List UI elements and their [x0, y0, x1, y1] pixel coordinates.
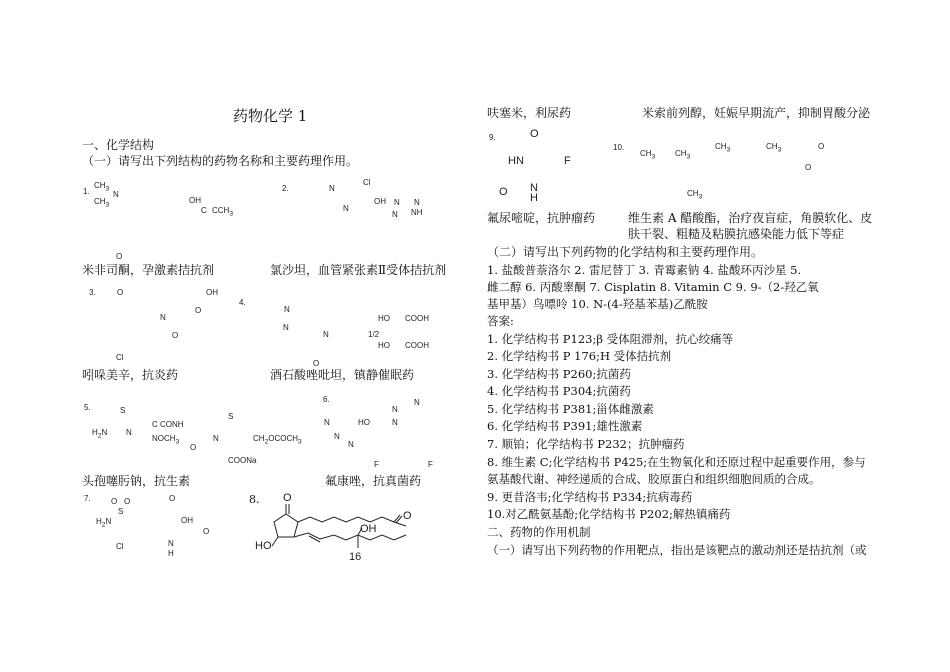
chem-label: N — [284, 305, 290, 314]
chem-label: O — [403, 510, 412, 522]
chem-label: $CH_3$ — [94, 181, 110, 193]
chem-label: $CH_3$ — [94, 197, 110, 209]
structure-number-1: 1. — [83, 187, 90, 196]
caption-8: 米索前列醇，妊娠早期流产，抑制胃酸分泌 — [642, 106, 871, 120]
answer-line: 4. 化学结构书 P304;抗菌药 — [487, 384, 631, 398]
chem-label: N — [414, 398, 420, 407]
chem-label: N — [530, 182, 538, 194]
chem-label: F — [374, 460, 379, 469]
subsection-heading-3: （一）请写出下列药物的作用靶点，指出是该靶点的激动剂还是拮抗剂（或 — [487, 543, 867, 557]
chem-label: COONa — [228, 456, 257, 465]
chem-label: O — [818, 142, 825, 151]
chem-label: N — [168, 539, 174, 548]
answer-line: 8. 维生素 C;化学结构书 P425;在生物氧化和还原过程中起重要作用，参与 — [487, 455, 866, 469]
chem-label: $H_2N$ — [92, 428, 108, 440]
chem-label: N — [283, 323, 289, 332]
chem-label: OH — [189, 196, 201, 205]
chem-label: COOH — [405, 341, 429, 350]
structure-number-5: 5. — [84, 403, 91, 412]
chem-label: O — [172, 331, 179, 340]
chem-label: N — [392, 405, 398, 414]
chem-label: $H_2N$ — [96, 517, 112, 529]
chem-label: 1/2 — [368, 330, 380, 339]
chem-label: HO — [378, 314, 390, 323]
chem-label: H — [168, 549, 174, 558]
chem-label: O — [124, 497, 131, 506]
chem-label: N — [343, 204, 349, 213]
answer-line: 10.对乙酰氨基酚;化学结构书 P202;解热镇痛药 — [487, 507, 731, 521]
chem-label: N — [160, 313, 166, 322]
chem-label: Cl — [116, 353, 124, 362]
chem-label: O — [169, 494, 176, 503]
chem-label: HO — [378, 341, 390, 350]
drug-list-line-3: 基甲基）鸟嘌呤 10. N-(4-羟基苯基)乙酰胺 — [487, 297, 708, 311]
caption-1: 米非司酮，孕激素拮抗剂 — [82, 263, 215, 277]
chem-label: N — [113, 190, 119, 199]
caption-9: 氟尿嘧啶，抗肿瘤药 — [487, 211, 596, 225]
caption-3: 吲哚美辛，抗炎药 — [82, 368, 179, 382]
caption-10-line1: 维生素 A 醋酸酯，治疗夜盲症，角膜软化、皮 — [628, 211, 873, 225]
chem-label: $CCH_3$ — [212, 206, 234, 218]
answer-line: 1. 化学结构书 P123;β 受体阻滞剂，抗心绞痛等 — [487, 332, 734, 346]
caption-4: 酒石酸唑吡坦，镇静催眠药 — [270, 368, 415, 382]
chem-label: N — [334, 432, 340, 441]
chem-label: S — [118, 507, 124, 516]
chem-label: O — [283, 492, 292, 504]
caption-2: 氯沙坦，血管紧张素Ⅱ受体拮抗剂 — [270, 263, 447, 277]
subsection-heading-1: （一）请写出下列结构的药物名称和主要药理作用。 — [82, 154, 359, 168]
chem-label: N — [348, 440, 354, 449]
structure-number-6: 6. — [323, 395, 330, 404]
chem-label: $CH_3$ — [766, 142, 782, 154]
chem-label: OH — [360, 523, 377, 535]
chem-label: H — [530, 192, 538, 204]
chem-label: OH — [206, 288, 218, 297]
answer-line: 氨基酸代谢、神经递质的合成、胶原蛋白和组织细胞间质的合成。 — [487, 472, 821, 486]
chem-label: C — [201, 206, 207, 215]
chem-label: N — [392, 210, 398, 219]
page-title: 药物化学 1 — [233, 107, 308, 125]
chem-label: O — [117, 288, 124, 297]
chem-label: HN — [508, 155, 524, 167]
chem-label: F — [564, 155, 571, 167]
chem-label: NH — [411, 208, 423, 217]
chem-label: N — [394, 198, 400, 207]
chem-label: O — [313, 359, 320, 368]
chem-label: N — [323, 330, 329, 339]
chem-label: O — [203, 527, 210, 536]
chem-label: $CH_3$ — [675, 149, 691, 161]
chem-label: $CH_3$ — [715, 142, 731, 154]
chem-label: S — [228, 412, 234, 421]
chem-label: Cl — [116, 542, 124, 551]
chem-label: C CONH — [152, 420, 184, 429]
answer-line: 2. 化学结构书 P 176;H 受体拮抗剂 — [487, 349, 672, 363]
section-heading-1: 一、化学结构 — [82, 138, 155, 152]
chem-label: Cl — [363, 178, 371, 187]
structure-number-2: 2. — [282, 184, 289, 193]
chem-label: $NOCH_3$ — [152, 434, 180, 446]
answer-line: 9. 更昔洛韦;化学结构书 P334;抗病毒药 — [487, 490, 693, 504]
chem-label: $CH_3$ — [687, 189, 703, 201]
chem-label: F — [428, 460, 433, 469]
section-heading-2: 二、药物的作用机制 — [487, 525, 591, 539]
answer-line: 3. 化学结构书 P260;抗菌药 — [487, 367, 631, 381]
drug-list-line-2: 雌二醇 6. 丙酸睾酮 7. Cisplatin 8. Vitamin C 9. 9-（2-羟乙氧 — [487, 280, 819, 294]
structure-number-7: 7. — [84, 494, 91, 503]
chem-label: O — [116, 252, 123, 261]
chem-label: OH — [374, 197, 386, 206]
caption-5: 头孢噻肟钠，抗生素 — [82, 474, 191, 488]
chem-label: 16 — [349, 551, 362, 563]
structure-number-4: 4. — [239, 298, 246, 307]
structure-number-9: 9. — [489, 133, 496, 142]
chem-label: O — [190, 443, 197, 452]
chem-label: OH — [181, 516, 193, 525]
chem-label: N — [126, 428, 132, 437]
caption-7: 呋塞米，利尿药 — [487, 106, 572, 120]
caption-6: 氟康唑，抗真菌药 — [325, 474, 422, 488]
caption-10-line2: 肤干裂、粗糙及粘膜抗感染能力低下等症 — [628, 227, 845, 241]
chem-label: O — [111, 497, 118, 506]
chem-label: COOH — [405, 314, 429, 323]
chem-label: N — [329, 184, 335, 193]
chem-label: N — [324, 418, 330, 427]
chem-label: N — [213, 434, 219, 443]
chem-label: N — [392, 418, 398, 427]
answer-label: 答案: — [487, 314, 514, 328]
answer-line: 5. 化学结构书 P381;甾体雌激素 — [487, 402, 654, 416]
answer-line: 6. 化学结构书 P391;雄性激素 — [487, 419, 643, 433]
structure-number-10: 10. — [613, 143, 625, 152]
structure-number-3: 3. — [89, 288, 96, 297]
chem-label: S — [120, 406, 126, 415]
structure-number-8: 8. — [249, 493, 260, 506]
chem-label: O — [195, 306, 202, 315]
misoprostol-structure — [252, 490, 427, 565]
chem-label: HO — [358, 418, 370, 427]
subsection-heading-2: （二）请写出下列药物的化学结构和主要药理作用。 — [487, 245, 764, 259]
chem-label: HO — [255, 540, 272, 552]
chem-label: O — [805, 163, 812, 172]
drug-list-line-1: 1. 盐酸普萘洛尔 2. 雷尼替丁 3. 青霉素钠 4. 盐酸环丙沙星 5. — [487, 263, 802, 277]
chem-label: O — [499, 186, 508, 198]
chem-label: N — [414, 198, 420, 207]
chem-label: O — [530, 128, 539, 140]
chem-label: $CH_2OCOCH_3$ — [253, 434, 302, 446]
answer-line: 7. 顺铂；化学结构书 P232；抗肿瘤药 — [487, 437, 685, 451]
chem-label: $CH_3$ — [640, 149, 656, 161]
